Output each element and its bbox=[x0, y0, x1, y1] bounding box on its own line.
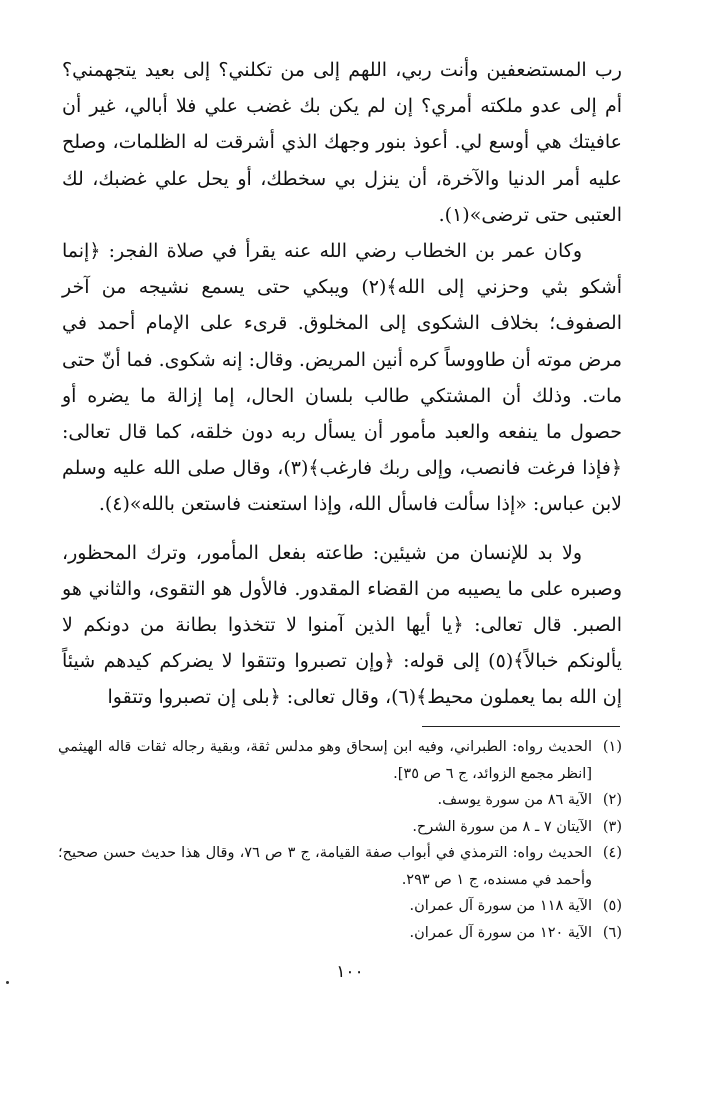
footnote-number: (٥) bbox=[602, 898, 622, 914]
footnote-text: الآية ١١٨ من سورة آل عمران. bbox=[409, 898, 592, 914]
main-text bbox=[62, 52, 622, 716]
paragraph-3: ولا بد للإنسان من شيئين: طاعته بفعل المأمور، وترك المحظور، وصبره على ما يصيبه من القضاء المقدور. فالأول هو التقوى، والثاني هو الصبر. قال تعالى: ﴿يا أيها الذين آمنوا لا تتخذوا بطانة من دونكم لا يألونكم خبالاً﴾(٥) إلى قوله: ﴿وإن تصبروا وتتقوا لا يضركم كيدهم شيئاً إن الله بما يعملون محيط﴾(٦)، وقال تعالى: ﴿بلى إن تصبروا وتتقوا bbox=[62, 541, 623, 709]
footnote-text: الحديث رواه: الترمذي في أبواب صفة القيامة، ج ٣ ص ٧٦، وقال هذا حديث حسن صحيح؛ وأحمد في مسنده، ج ١ ص ٢٩٣. bbox=[58, 845, 593, 888]
page-number: ١٠٠ bbox=[336, 962, 364, 982]
footnote-separator bbox=[422, 726, 620, 727]
footnote-number: (٢) bbox=[602, 792, 622, 808]
footnote-text: الآية ٨٦ من سورة يوسف. bbox=[437, 792, 592, 808]
footnote-item bbox=[58, 920, 622, 947]
footnote-item bbox=[58, 814, 622, 841]
footnote-number: (١) bbox=[602, 739, 622, 755]
footnotes bbox=[58, 734, 622, 946]
footnote-number: (٦) bbox=[602, 924, 622, 941]
footnote-item bbox=[58, 734, 622, 787]
footnote-number: (٣) bbox=[602, 818, 622, 835]
footnote-number: (٤) bbox=[602, 845, 622, 861]
footnote-item bbox=[58, 787, 622, 814]
footnote-item bbox=[58, 840, 622, 893]
footnote-text: الحديث رواه: الطبراني، وفيه ابن إسحاق وهو مدلس ثقة، وبقية رجاله ثقات قاله الهيثمي [انظر مجمع الزوائد، ج ٦ ص ٣٥]. bbox=[58, 739, 592, 782]
footnote-item bbox=[58, 893, 622, 920]
scan-speck bbox=[6, 981, 9, 984]
paragraph-1: رب المستضعفين وأنت ربي، اللهم إلى من تكلني؟ إلى بعيد يتجهمني؟ أم إلى عدو ملكته أمري؟ إن لم يكن بك غضب علي فلا أبالي، غير أن عافيتك هي أوسع لي. أعوذ بنور وجهك الذي أشرقت له الظلمات، وصلح عليه أمر الدنيا والآخرة، أن ينزل بي سخطك، أو يحل علي غضبك، لك العتبى حتى ترضى»(١). bbox=[62, 59, 622, 226]
paragraph-2: وكان عمر بن الخطاب رضي الله عنه يقرأ في صلاة الفجر: ﴿إنما أشكو بثي وحزني إلى الله﴾(٢) ويبكي حتى يسمع نشيجه من آخر الصفوف؛ بخلاف الشكوى إلى المخلوق. قرىء على الإمام أحمد في مرض موته أن طاووساً كره أنين المريض. وقال: إنه شكوى. فما أنّ حتى مات. وذلك أن المشتكي طالب بلسان الحال، إما إزالة ما يضره أو حصول ما ينفعه والعبد مأمور أن يسأل ربه دون خلقه، كما قال تعالى: ﴿فإذا فرغت فانصب، وإلى ربك فارغب﴾(٣)، وقال صلى الله عليه وسلم لابن عباس: «إذا سألت فاسأل الله، وإذا استعنت فاستعن بالله»(٤). bbox=[62, 240, 622, 516]
footnote-text: الآية ١٢٠ من سورة آل عمران. bbox=[409, 924, 592, 941]
footnote-text: الآيتان ٧ ـ ٨ من سورة الشرح. bbox=[412, 818, 592, 835]
